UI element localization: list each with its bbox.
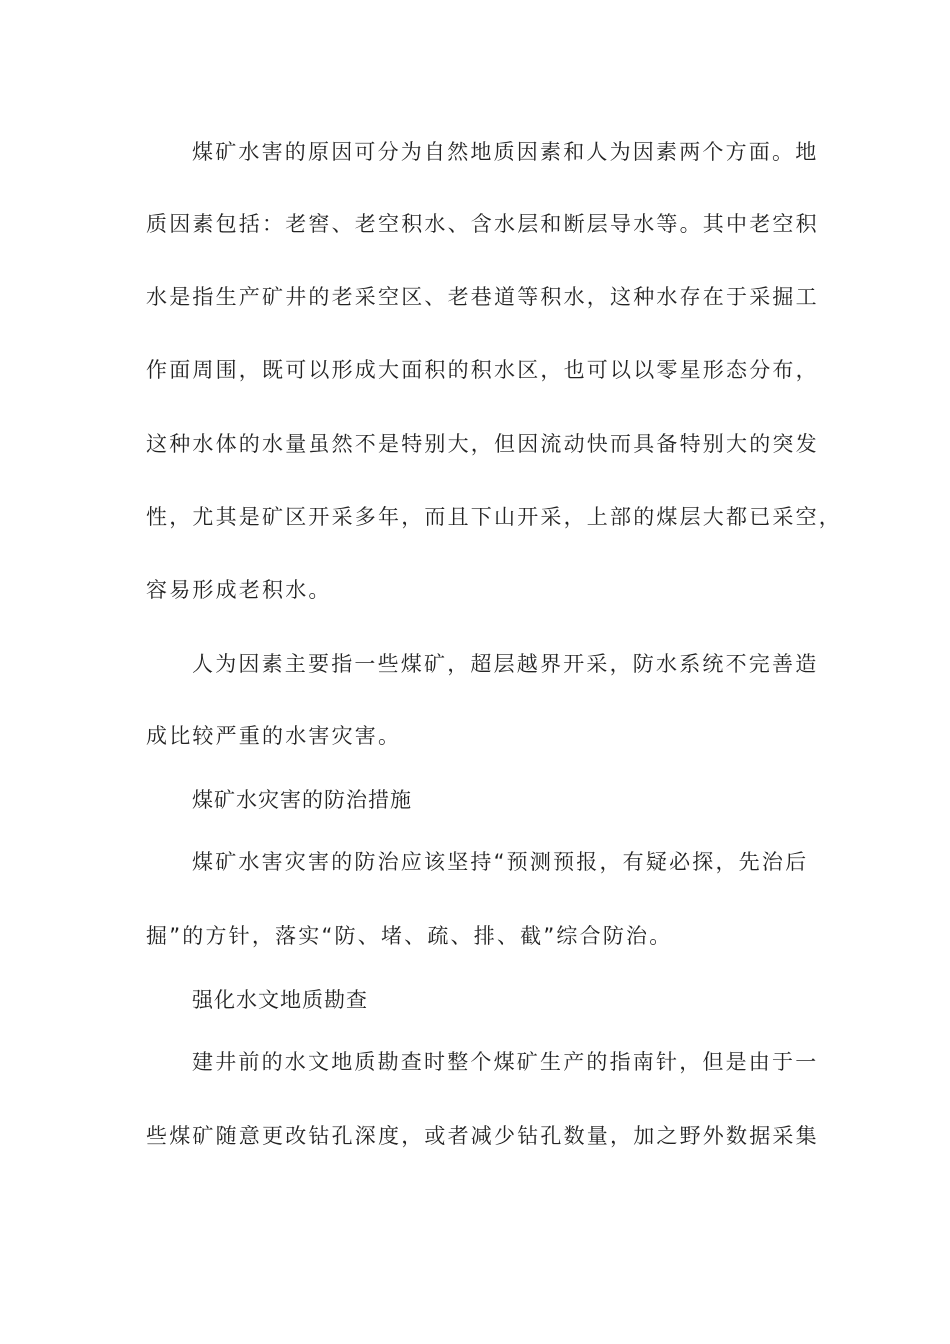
paragraph-2-line-1: 人为因素主要指一些煤矿，超层越界开采，防水系统不完善造 [192, 652, 819, 676]
paragraph-4-line-1: 建井前的水文地质勘查时整个煤矿生产的指南针，但是由于一 [192, 1050, 819, 1074]
paragraph-1-line-7: 容易形成老积水。 [146, 578, 332, 602]
paragraph-1-line-2: 质因素包括：老窖、老空积水、含水层和断层导水等。其中老空积 [146, 212, 819, 236]
paragraph-1-line-6: 性，尤其是矿区开采多年，而且下山开采，上部的煤层大都已采空， [146, 505, 842, 529]
paragraph-3-line-2: 掘”的方针，落实“防、堵、疏、排、截”综合防治。 [146, 924, 673, 948]
paragraph-2-line-2: 成比较严重的水害灾害。 [146, 724, 402, 748]
paragraph-1-line-3: 水是指生产矿井的老采空区、老巷道等积水，这种水存在于采掘工 [146, 285, 819, 309]
paragraph-1-line-5: 这种水体的水量虽然不是特别大，但因流动快而具备特别大的突发 [146, 432, 819, 456]
paragraph-4-line-2: 些煤矿随意更改钻孔深度，或者减少钻孔数量，加之野外数据采集 [146, 1124, 819, 1148]
section-heading-hydrogeology: 强化水文地质勘查 [192, 988, 368, 1012]
paragraph-1-line-4: 作面周围，既可以形成大面积的积水区，也可以以零星形态分布， [146, 358, 819, 382]
paragraph-3-line-1: 煤矿水害灾害的防治应该坚持“预测预报，有疑必探，先治后 [192, 850, 809, 874]
section-heading-prevention: 煤矿水灾害的防治措施 [192, 788, 412, 812]
paragraph-1-line-1: 煤矿水害的原因可分为自然地质因素和人为因素两个方面。地 [192, 140, 819, 164]
